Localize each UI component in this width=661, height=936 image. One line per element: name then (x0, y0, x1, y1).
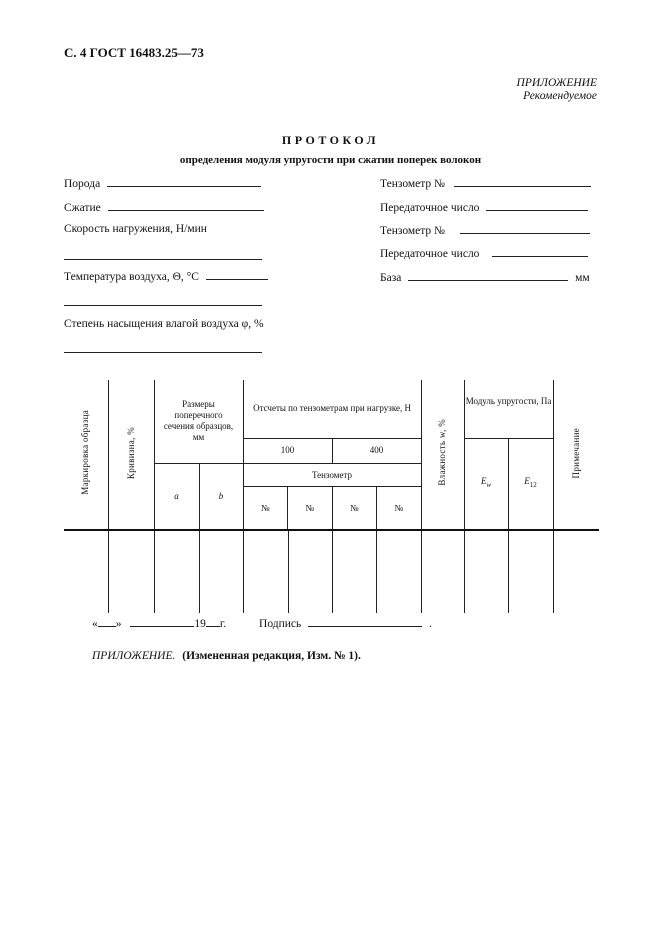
tensometer-num-3: № (333, 487, 378, 529)
field-tensometer-2-label: Тензометр № (380, 225, 445, 237)
tensometer-numbers-row (244, 487, 421, 529)
tensometer-num-1: № (244, 487, 289, 529)
date-year: 19 (194, 618, 206, 630)
date-day-line[interactable] (98, 616, 116, 627)
cell-e-w[interactable] (464, 530, 508, 613)
field-breed-line[interactable] (107, 176, 261, 187)
field-ratio-1 (380, 200, 588, 214)
field-ratio-2 (380, 246, 588, 260)
field-tensometer-2 (380, 223, 590, 237)
date-year-line[interactable] (206, 616, 220, 627)
cell-reading-1[interactable] (243, 530, 288, 613)
col-sizes-label: Размеры поперечного сечения образцов, мм (163, 399, 234, 443)
col-e-12-header (508, 438, 553, 530)
field-tensometer-1 (380, 176, 591, 190)
cell-humidity[interactable] (421, 530, 464, 613)
appendix-title: ПРИЛОЖЕНИЕ (516, 77, 597, 89)
col-humidity-header (421, 380, 464, 530)
field-tensometer-2-line[interactable] (460, 223, 590, 234)
date-close-quote: » (115, 618, 122, 630)
e-w-symbol: E (480, 476, 487, 487)
cell-b[interactable] (199, 530, 243, 613)
col-curvature-label: Кривизна, % (125, 426, 136, 479)
tensometer-group-header (243, 463, 421, 530)
field-load-speed-label: Скорость нагружения, Н/мин (64, 223, 207, 235)
cell-reading-4[interactable] (376, 530, 421, 613)
load-100-header: 100 (243, 438, 332, 463)
signature-line: « » 19 г. Подпись . (92, 618, 432, 630)
load-400-header: 400 (332, 438, 421, 463)
field-compression-label: Сжатие (64, 202, 101, 214)
col-b-header: b (199, 463, 243, 530)
col-marking-label: Маркировка образца (80, 410, 91, 496)
cell-curvature[interactable] (108, 530, 154, 613)
e-12-subscript: 12 (529, 480, 537, 489)
appendix-subtitle: Рекомендуемое (523, 90, 597, 102)
field-saturation-line[interactable] (64, 352, 262, 353)
cell-marking[interactable] (64, 530, 108, 613)
field-load-speed-line[interactable] (64, 259, 262, 260)
field-tensometer-1-line[interactable] (454, 176, 591, 187)
col-curvature-header (108, 380, 154, 530)
field-breed (64, 176, 261, 190)
table-row (64, 530, 599, 613)
col-note-header (553, 380, 599, 530)
date-open-quote: « (92, 618, 98, 630)
cell-reading-2[interactable] (288, 530, 332, 613)
col-readings-header (243, 380, 421, 438)
field-ratio-2-label: Передаточное число (380, 248, 480, 260)
field-base-line[interactable] (408, 270, 568, 281)
cell-reading-3[interactable] (332, 530, 376, 613)
e-w-subscript: w (486, 480, 492, 489)
footer-label: ПРИЛОЖЕНИЕ. (92, 650, 176, 662)
field-air-temp (64, 269, 268, 283)
field-air-temp-extra-line[interactable] (64, 305, 262, 306)
field-base (380, 270, 590, 284)
footer-text: (Измененная редакция, Изм. № 1). (182, 650, 361, 662)
sign-label: Подпись (259, 618, 302, 630)
col-a-header: a (154, 463, 199, 530)
field-base-label: База (380, 272, 402, 284)
field-tensometer-1-label: Тензометр № (380, 178, 445, 190)
field-compression (64, 200, 264, 214)
col-marking-header (64, 380, 108, 530)
protocol-subtitle: определения модуля упругости при сжатии поперек волокон (179, 154, 482, 166)
tensometer-label: Тензометр (244, 464, 421, 487)
date-year-suffix: г. (219, 618, 227, 630)
col-note-label: Примечание (570, 427, 581, 478)
field-air-temp-label: Температура воздуха, Θ, °С (64, 271, 199, 283)
col-readings-label: Отсчеты по тензометрам при нагрузке, Н (253, 403, 411, 414)
field-ratio-1-label: Передаточное число (380, 202, 480, 214)
cell-e-12[interactable] (508, 530, 553, 613)
cell-note[interactable] (553, 530, 599, 613)
sign-line[interactable] (308, 616, 422, 627)
page-header: С. 4 ГОСТ 16483.25—73 (64, 45, 204, 60)
tensometer-num-2: № (288, 487, 333, 529)
col-e-w-header (464, 438, 508, 530)
cell-a[interactable] (154, 530, 199, 613)
col-sizes-header (154, 380, 243, 463)
measurement-table (64, 380, 599, 613)
appendix-label (517, 77, 597, 103)
protocol-title: ПРОТОКОЛ (281, 133, 380, 147)
field-breed-label: Порода (64, 178, 101, 190)
field-compression-line[interactable] (108, 200, 264, 211)
col-modulus-label: Модуль упругости, Па (465, 396, 552, 406)
field-ratio-1-line[interactable] (486, 200, 588, 211)
footer-note (92, 650, 361, 662)
date-month-line[interactable] (130, 616, 194, 627)
col-modulus-header (464, 380, 553, 438)
col-humidity-label: Влажность w, % (437, 419, 448, 487)
field-air-temp-line[interactable] (206, 269, 268, 280)
field-saturation-label: Степень насыщения влагой воздуха φ, % (64, 318, 264, 330)
field-ratio-2-line[interactable] (492, 246, 588, 257)
tensometer-num-4: № (394, 502, 404, 513)
e-12-symbol: E (524, 476, 530, 487)
field-base-unit: мм (575, 272, 590, 284)
